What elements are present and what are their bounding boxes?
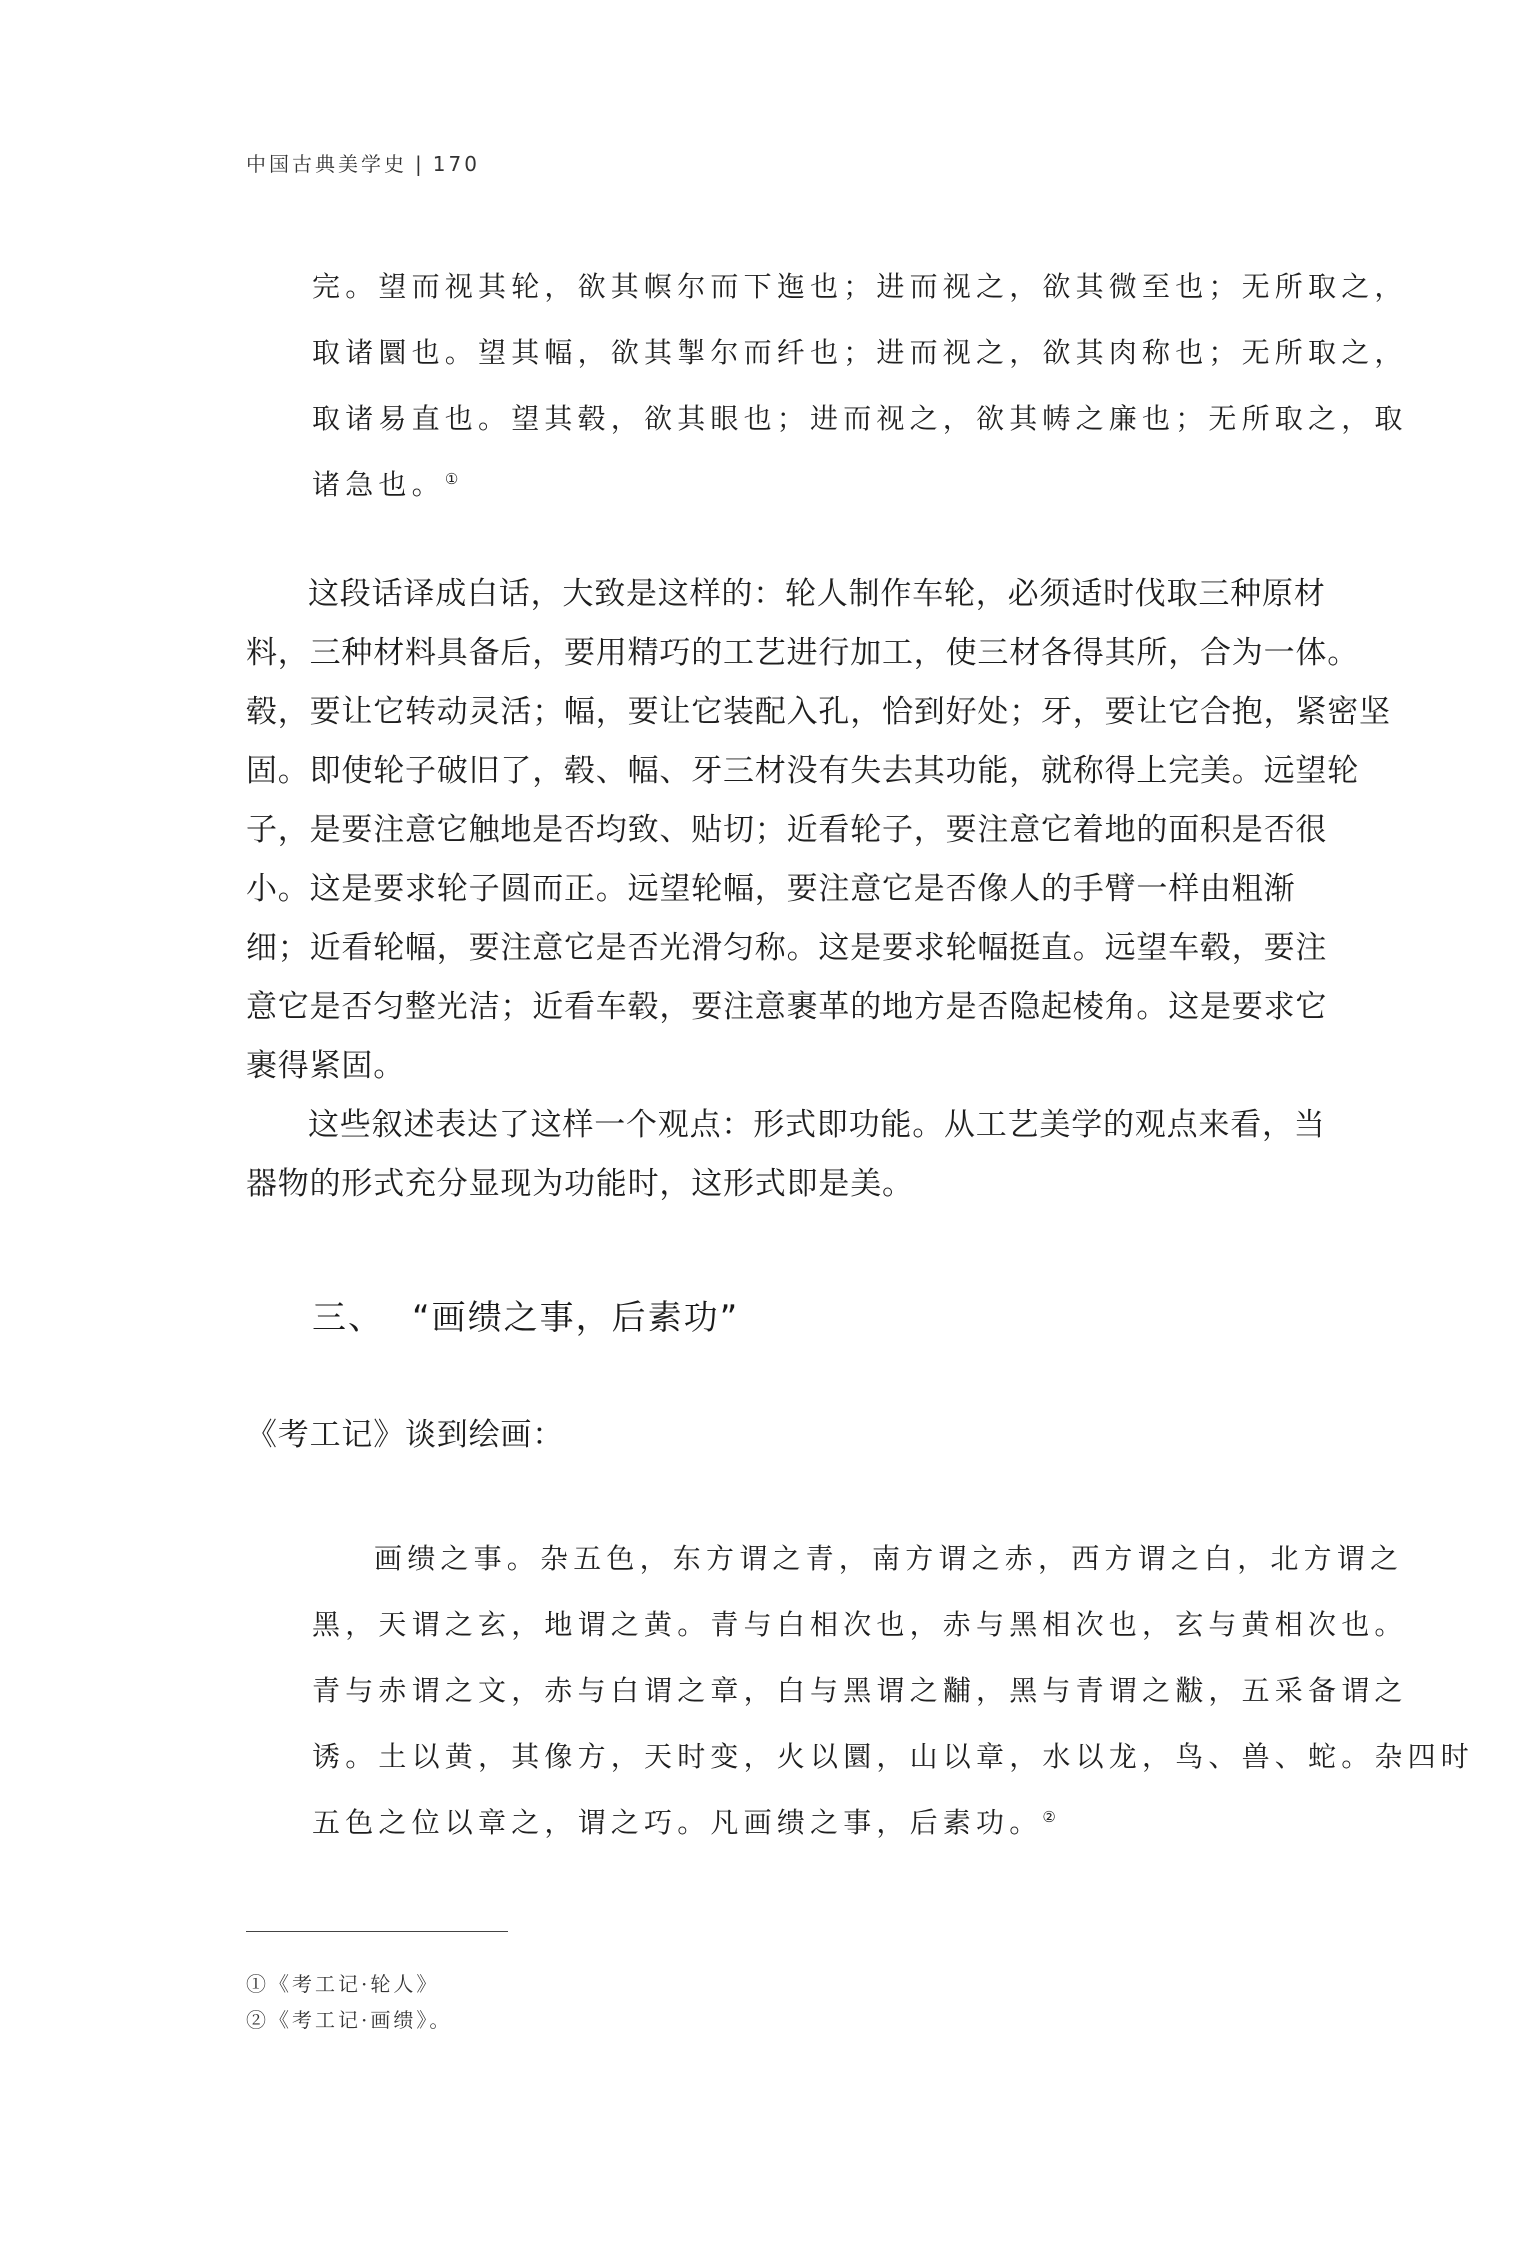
paragraph-line: 意它是否匀整光洁；近看车毂，要注意裹革的地方是否隐起棱角。这是要求它	[246, 989, 1328, 1025]
paragraph-intro	[246, 1406, 1292, 1465]
quote-line-last	[312, 1790, 1287, 1856]
paragraph-line: 子，是要注意它触地是否均致、贴切；近看轮子，要注意它着地的面积是否很	[246, 812, 1328, 848]
section-number: 三、	[312, 1298, 384, 1338]
book-title: 中国古典美学史	[246, 152, 407, 176]
quotation-block-2	[312, 1526, 1475, 1856]
intro-line: 《考工记》谈到绘画：	[246, 1417, 564, 1453]
footnote-divider	[246, 1931, 508, 1932]
paragraph-line: 小。这是要求轮子圆而正。远望轮幅，要注意它是否像人的手臂一样由粗渐	[246, 871, 1296, 907]
paragraph-line: 毂，要让它转动灵活；幅，要让它装配入孔，恰到好处；牙，要让它合抱，紧密坚	[246, 694, 1391, 730]
paragraph-conclusion	[246, 1096, 1326, 1214]
section-heading	[312, 1290, 739, 1339]
paragraph-line: 器物的形式充分显现为功能时，这形式即是美。	[246, 1166, 914, 1202]
quote-line-text: 诸急也。	[312, 468, 445, 501]
paragraph-line: 固。即使轮子破旧了，毂、幅、牙三材没有失去其功能，就称得上完美。远望轮	[246, 753, 1359, 789]
paragraph-line: 裹得紧固。	[246, 1048, 405, 1084]
footnote-2: ②《考工记·画缋》。	[246, 2008, 453, 2032]
quote-line-text: 五色之位以章之，谓之巧。凡画缋之事，后素功。	[312, 1806, 1043, 1839]
quote-line: 黑，天谓之玄，地谓之黄。青与白相次也，赤与黑相次也，玄与黄相次也。	[312, 1608, 1408, 1641]
quote-line-last	[312, 452, 1287, 518]
footnote-1: ①《考工记·轮人》	[246, 1972, 440, 1996]
quote-line: 取诸圜也。望其幅，欲其掣尔而纤也；进而视之，欲其肉称也；无所取之，	[312, 336, 1408, 369]
running-header	[246, 148, 480, 177]
quote-line: 青与赤谓之文，赤与白谓之章，白与黑谓之黼，黑与青谓之黻，五采备谓之	[312, 1674, 1408, 1707]
quote-line: 取诸易直也。望其毂，欲其眼也；进而视之，欲其帱之廉也；无所取之，取	[312, 402, 1408, 435]
section-title: “画缋之事，后素功”	[412, 1298, 740, 1338]
page-number: 170	[432, 152, 480, 176]
paragraph-line: 这段话译成白话，大致是这样的：轮人制作车轮，必须适时伐取三种原材	[308, 576, 1326, 612]
quote-line: 诱。土以黄，其像方，天时变，火以圜，山以章，水以龙，鸟、兽、蛇。杂四时	[312, 1740, 1475, 1773]
paragraph-line: 料，三种材料具备后，要用精巧的工艺进行加工，使三材各得其所，合为一体。	[246, 635, 1359, 671]
paragraph-line: 细；近看轮幅，要注意它是否光滑匀称。这是要求轮幅挺直。远望车毂，要注	[246, 930, 1328, 966]
footnote-ref-1[interactable]: ①	[444, 470, 459, 488]
quote-line: 画缋之事。杂五色，东方谓之青，南方谓之赤，西方谓之白，北方谓之	[374, 1542, 1404, 1575]
quote-line: 完。望而视其轮，欲其幎尔而下迤也；进而视之，欲其微至也；无所取之，	[312, 270, 1408, 303]
footnote-ref-2[interactable]: ②	[1042, 1808, 1056, 1826]
paragraph-translation	[246, 565, 1391, 1096]
quotation-block-1	[312, 254, 1408, 518]
header-separator: |	[415, 152, 425, 176]
paragraph-line: 这些叙述表达了这样一个观点：形式即功能。从工艺美学的观点来看，当	[308, 1107, 1326, 1143]
